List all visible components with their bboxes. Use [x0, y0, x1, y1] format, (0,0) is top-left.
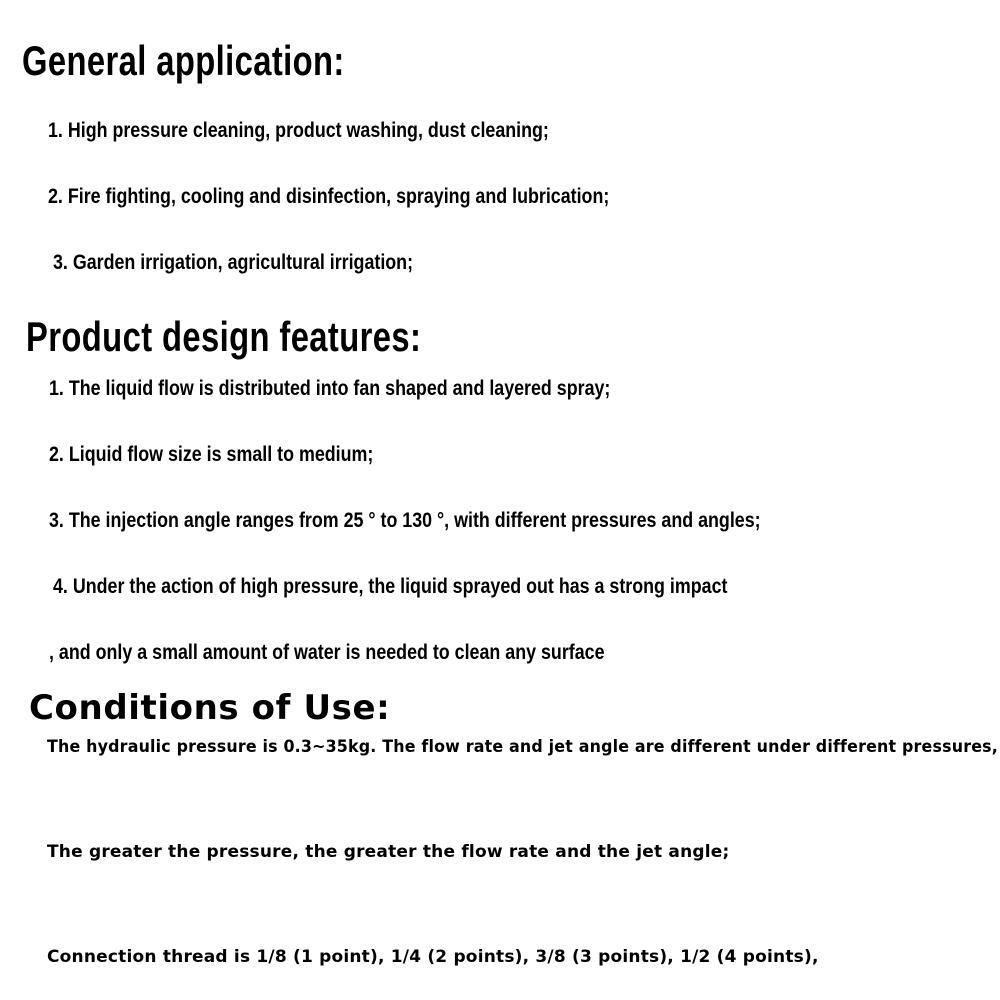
- product-design-feature-item-4-continued: , and only a small amount of water is needed to clean any surface: [49, 641, 605, 664]
- general-application-item-3: 3. Garden irrigation, agricultural irrigation;: [53, 251, 414, 274]
- product-design-feature-item-2: 2. Liquid flow size is small to medium;: [49, 443, 374, 466]
- conditions-of-use-item-1: The hydraulic pressure is 0.3~35kg. The flow rate and jet angle are different under different pressures,: [47, 737, 998, 757]
- product-design-feature-item-4: 4. Under the action of high pressure, the liquid sprayed out has a strong impact: [53, 575, 728, 598]
- product-design-features-heading: Product design features:: [26, 313, 422, 360]
- conditions-of-use-heading: Conditions of Use:: [29, 688, 391, 728]
- conditions-of-use-item-2: The greater the pressure, the greater the flow rate and the jet angle;: [47, 842, 730, 862]
- product-design-feature-item-3: 3. The injection angle ranges from 25 ° to 130 °, with different pressures and angles;: [49, 509, 761, 532]
- product-design-feature-item-1: 1. The liquid flow is distributed into fan shaped and layered spray;: [49, 377, 611, 400]
- general-application-item-2: 2. Fire fighting, cooling and disinfection, spraying and lubrication;: [48, 185, 610, 208]
- general-application-heading: General application:: [22, 37, 345, 84]
- general-application-item-1: 1. High pressure cleaning, product washing, dust cleaning;: [48, 119, 549, 142]
- conditions-of-use-item-3: Connection thread is 1/8 (1 point), 1/4 (2 points), 3/8 (3 points), 1/2 (4 points),: [47, 947, 819, 967]
